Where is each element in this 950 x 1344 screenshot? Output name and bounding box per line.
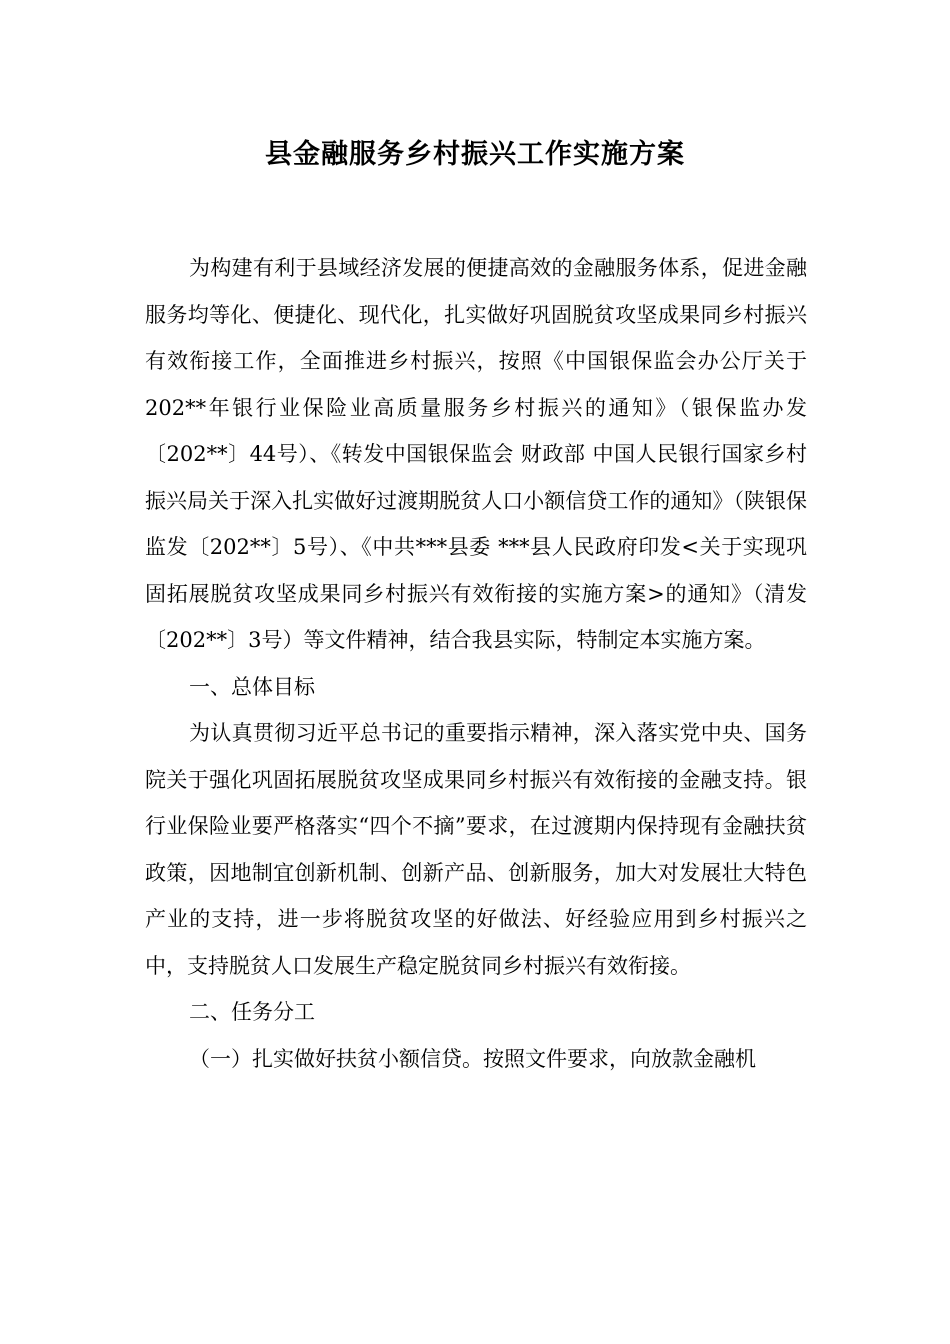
section-heading-tasks: 二、任务分工 [189,1000,315,1024]
goals-paragraph: 为认真贯彻习近平总书记的重要指示精神，深入落实党中央、国务院关于强化巩固拓展脱贫攻坚成果同乡村振兴有效衔接的金融支持。银行业保险业要严格落实“四个不摘”要求，在过渡期内保持现有金融扶贫政策，因地制宜创新机制、创新产品、创新服务，加大对发展壮大特色产业的支持，进一步将脱贫攻坚的好做法、好经验应用到乡村振兴之中，支持脱贫人口发展生产稳定脱贫同乡村振兴有效衔接。 [145,721,807,978]
document-title: 县金融服务乡村振兴工作实施方案 [265,139,685,170]
document-body [145,245,807,1082]
intro-paragraph: 为构建有利于县域经济发展的便捷高效的金融服务体系，促进金融服务均等化、便捷化、现代化，扎实做好巩固脱贫攻坚成果同乡村振兴有效衔接工作，全面推进乡村振兴，按照《中国银保监会办公厅关于202**年银行业保险业高质量服务乡村振兴的通知》（银保监办发〔202**〕44号）、《转发中国银保监会 财政部 中国人民银行国家乡村振兴局关于深入扎实做好过渡期脱贫人口小额信贷工作的通知》（陕银保监发〔202**〕5号）、《中共***县委 ***县人民政府印发<关于实现巩固拓展脱贫攻坚成果同乡村振兴有效衔接的实施方案>的通知》（清发〔202**〕3号）等文件精神，结合我县实际，特制定本实施方案。 [145,256,807,652]
task-item-1: （一）扎实做好扶贫小额信贷。按照文件要求，向放款金融机 [189,1046,756,1071]
section-heading-goals: 一、总体目标 [189,674,315,699]
